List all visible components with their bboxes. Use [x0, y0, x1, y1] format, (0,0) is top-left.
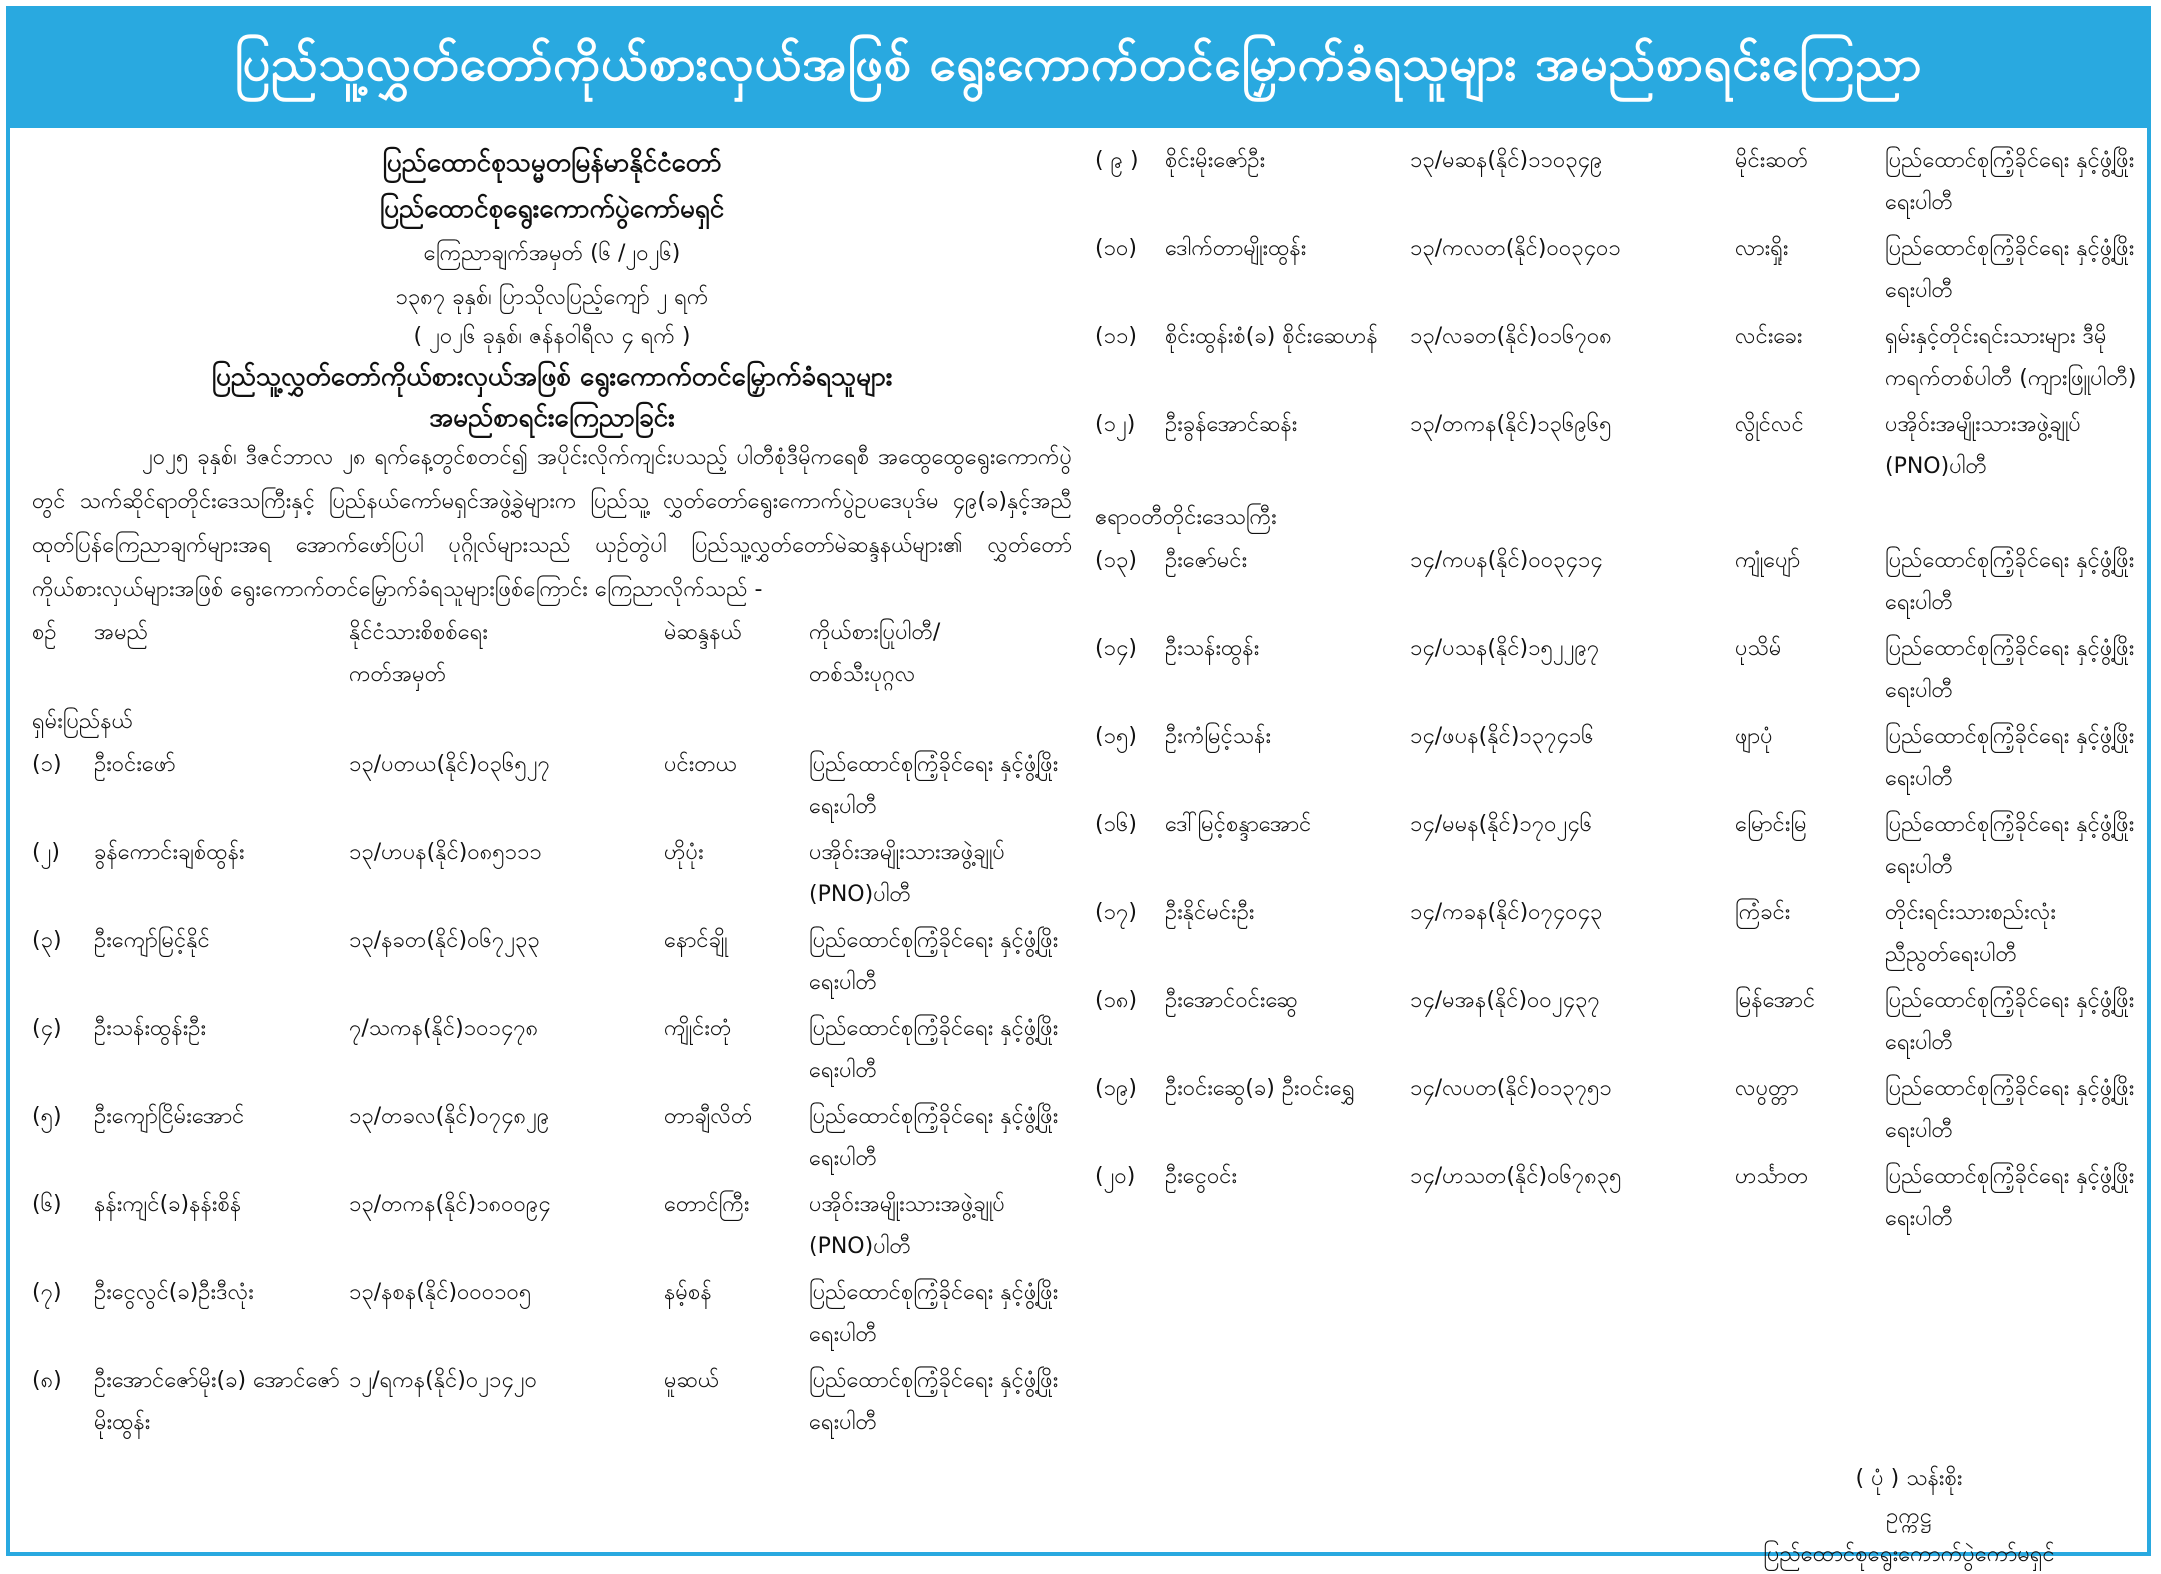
cell-nrc: ၁၄/ဖပန(နိုင်)၁၃၇၄၁၆ [1410, 724, 1594, 749]
table-row [1095, 1156, 2145, 1244]
cell-no: (၂) [32, 840, 60, 865]
cell-party: ပြည်ထောင်စုကြံ့ခိုင်ရေး နှင့်ဖွံ့ဖြိုးရေးပါတီ [809, 752, 1059, 819]
cell-no: (၁၅) [1095, 724, 1137, 749]
cell-nrc: ၁၃/ကလတ(နိုင်)၀၀၃၄၀၁ [1410, 236, 1621, 261]
table-row [32, 1008, 1072, 1096]
cell-con: နမ့်စန် [664, 1280, 712, 1305]
cell-party: ပအိုဝ်းအမျိုးသားအဖွဲ့ချုပ် (PNO)ပါတီ [1885, 412, 2081, 479]
cell-con: ဟိုပုံး [664, 840, 704, 865]
table-row [1095, 980, 2145, 1068]
cell-party: တိုင်းရင်းသားစည်းလုံး ညီညွတ်ရေးပါတီ [1885, 900, 2056, 967]
cell-no: (၂၀) [1095, 1164, 1136, 1189]
cell-no: (၅) [32, 1104, 62, 1129]
cell-name: ဦးသန်းထွန်းဦး [94, 1016, 207, 1041]
cell-party: ပြည်ထောင်စုကြံ့ခိုင်ရေး နှင့်ဖွံ့ဖြိုးရေးပါတီ [1885, 1164, 2135, 1231]
cell-no: (၁၃) [1095, 548, 1137, 573]
cell-name: ဦးအောင်ဇော်မိုး(ခ) အောင်ဇော်မိုးထွန်း [94, 1368, 340, 1435]
commission-name: ပြည်ထောင်စုရွေးကောက်ပွဲကော်မရှင် [379, 194, 725, 224]
right-rows-b [1095, 540, 2145, 1244]
cell-con: မြန်အောင် [1735, 988, 1816, 1013]
cell-con: ပုသိမ် [1735, 636, 1782, 661]
cell-no: (၁၀) [1095, 236, 1137, 261]
cell-nrc: ၁၂/ရကန(နိုင်)၀၂၁၄၂၀ [349, 1368, 537, 1393]
cell-nrc: ၁၃/တကန(နိုင်)၁၈၀၀၉၄ [349, 1192, 551, 1217]
cell-nrc: ၁၄/ဟသတ(နိုင်)၀၆၇၈၃၅ [1410, 1164, 1622, 1189]
banner [10, 10, 2147, 128]
cell-con: လားရှိုး [1735, 236, 1789, 261]
cell-name: ဦးကျော်မြင့်နိုင် [94, 928, 210, 953]
cell-no: ( ၉ ) [1095, 148, 1139, 173]
cell-name: ဦးကံမြင့်သန်း [1165, 724, 1272, 749]
region-shan: ရှမ်းပြည်နယ် [32, 709, 134, 734]
cell-con: ကျုံပျော် [1735, 548, 1801, 573]
cell-name: ဦးသန်းထွန်း [1165, 636, 1260, 661]
cell-con: မူဆယ် [664, 1368, 720, 1393]
col-nrc-line2: ကတ်အမှတ် [349, 662, 447, 687]
col-nrc [349, 612, 664, 696]
cell-name: စိုင်းမိုးဇော်ဦး [1165, 148, 1266, 173]
cell-con: လွိုင်လင် [1735, 412, 1804, 437]
table-row [1095, 404, 2145, 492]
cell-no: (၁၇) [1095, 900, 1137, 925]
table-row [32, 1184, 1072, 1272]
region-ayeyarwady: ဧရာဝတီတိုင်းဒေသကြီး [1095, 505, 1277, 530]
cell-party: ပြည်ထောင်စုကြံ့ခိုင်ရေး နှင့်ဖွံ့ဖြိုးရေးပါတီ [1885, 988, 2135, 1055]
cell-no: (၃) [32, 928, 62, 953]
cell-name: ခွန်ကောင်းချစ်ထွန်း [94, 840, 245, 865]
cell-con: မြောင်းမြ [1735, 812, 1807, 837]
table-row [32, 744, 1072, 832]
cell-name: ဒေါက်တာမျိုးထွန်း [1165, 236, 1307, 261]
cell-name: ဦးဝင်းဆွေ(ခ) ဦးဝင်းရွှေ [1165, 1076, 1355, 1101]
cell-nrc: ၁၄/မအန(နိုင်)၀၀၂၄၃၇ [1410, 988, 1600, 1013]
left-rows [32, 744, 1072, 1448]
cell-con: ဟင်္သာတ [1735, 1164, 1809, 1189]
table-row [1095, 228, 2145, 316]
table-row [32, 1360, 1072, 1448]
cell-con: ကျိုင်းတုံ [664, 1016, 732, 1041]
cell-nrc: ၁၃/မဆန(နိုင်)၁၁၀၃၄၉ [1410, 148, 1603, 173]
cell-party: ပြည်ထောင်စုကြံ့ခိုင်ရေး နှင့်ဖွံ့ဖြိုးရေးပါတီ [809, 1104, 1059, 1171]
col-party [809, 612, 1072, 696]
cell-no: (၇) [32, 1280, 62, 1305]
right-column [1095, 140, 2145, 1244]
left-column [32, 140, 1072, 1448]
signature-name: ( ပုံ ) သန်းစိုး [1855, 1466, 1963, 1491]
cell-con: နောင်ချို [664, 928, 728, 953]
cell-party: ပြည်ထောင်စုကြံ့ခိုင်ရေး နှင့်ဖွံ့ဖြိုးရေးပါတီ [1885, 548, 2135, 615]
cell-nrc: ၁၄/ကပန(နိုင်)၀၀၃၄၁၄ [1410, 548, 1603, 573]
cell-nrc: ၁၃/လခတ(နိုင်)၀၁၆၇၀၈ [1410, 324, 1612, 349]
right-rows-a [1095, 140, 2145, 492]
cell-nrc: ၁၄/လပတ(နိုင်)၀၁၃၇၅၁ [1410, 1076, 1612, 1101]
cell-name: ဦးခွန်အောင်ဆန်း [1165, 412, 1298, 437]
col-party-line2: တစ်သီးပုဂ္ဂလ [809, 662, 916, 687]
col-nrc-line1: နိုင်ငံသားစိစစ်ရေး [349, 620, 488, 645]
cell-name: ဦးနိုင်မင်းဦး [1165, 900, 1255, 925]
cell-name: ဦးအောင်ဝင်းဆွေ [1165, 988, 1298, 1013]
cell-nrc: ၁၃/နခတ(နိုင်)၀၆၇၂၃၃ [349, 928, 540, 953]
cell-no: (၁၈) [1095, 988, 1138, 1013]
cell-nrc: ၁၃/နစန(နိုင်)၀၀၀၁၀၅ [349, 1280, 532, 1305]
intro-paragraph: ၂၀၂၅ ခုနှစ်၊ ဒီဇင်ဘာလ ၂၈ ရက်နေ့တွင်စတင်၍ အပိုင်းလိုက်ကျင်းပသည့် ပါတီစုံဒီမိုကရေစီ အထွေထွေရွေးကောက်ပွဲတွင် သက်ဆိုင်ရာတိုင်းဒေသကြီးနှင့် ပြည်နယ်ကော်မရှင်အဖွဲ့ခွဲများက ပြည်သူ့ လွှတ်တော်ရွေးကောက်ပွဲဥပဒေပုဒ်မ ၄၉(ခ)နှင့်အညီ ထုတ်ပြန်ကြေညာချက်များအရ အောက်ဖော်ပြပါ ပုဂ္ဂိုလ်များသည် ယှဉ်တွဲပါ ပြည်သူ့လွှတ်တော်မဲဆန္ဒနယ်များ၏ လွှတ်တော်ကိုယ်စားလှယ်များအဖြစ် ရွေးကောက်တင်မြှောက်ခံရသူများဖြစ်ကြောင်း ကြေညာလိုက်သည် - [32, 445, 1072, 602]
cell-party: ပြည်ထောင်စုကြံ့ခိုင်ရေး နှင့်ဖွံ့ဖြိုးရေးပါတီ [1885, 236, 2135, 303]
cell-no: (၁၆) [1095, 812, 1137, 837]
cell-party: ပြည်ထောင်စုကြံ့ခိုင်ရေး နှင့်ဖွံ့ဖြိုးရေးပါတီ [809, 1016, 1059, 1083]
col-constituency: မဲဆန္ဒနယ် [664, 620, 742, 645]
cell-con: တာချီလိတ် [664, 1104, 753, 1129]
cell-con: ဖျာပုံ [1735, 724, 1773, 749]
subject-line-2: အမည်စာရင်းကြေညာခြင်း [429, 403, 675, 433]
date-gregorian: ( ၂၀၂၆ ခုနှစ်၊ ဇန်နဝါရီလ ၄ ရက် ) [413, 324, 691, 349]
country-name: ပြည်ထောင်စုသမ္မတမြန်မာနိုင်ငံတော် [382, 148, 722, 178]
table-row [1095, 716, 2145, 804]
cell-nrc: ၁၃/တကန(နိုင်)၁၃၆၉၆၅ [1410, 412, 1612, 437]
banner-title: ပြည်သူ့လွှတ်တော်ကိုယ်စားလှယ်အဖြစ် ရွေးကောက်တင်မြှောက်ခံရသူများ အမည်စာရင်းကြေညာ [234, 36, 1923, 92]
cell-con: မိုင်းဆတ် [1735, 148, 1809, 173]
cell-con: လင်းခေး [1735, 324, 1803, 349]
table-row [1095, 140, 2145, 228]
cell-party: ပြည်ထောင်စုကြံ့ခိုင်ရေး နှင့်ဖွံ့ဖြိုးရေးပါတီ [1885, 148, 2135, 215]
cell-name: ဦးငွေလွင်(ခ)ဦးဒီလုံး [94, 1280, 254, 1305]
cell-name: ဦးကျော်ငြိမ်းအောင် [94, 1104, 245, 1129]
column-headers [32, 612, 1072, 696]
cell-no: (၁၄) [1095, 636, 1137, 661]
cell-party: ပြည်ထောင်စုကြံ့ခိုင်ရေး နှင့်ဖွံ့ဖြိုးရေးပါတီ [809, 1368, 1059, 1435]
cell-nrc: ၁၄/မမန(နိုင်)၁၇၀၂၄၆ [1410, 812, 1593, 837]
cell-no: (၁၂) [1095, 412, 1136, 437]
cell-no: (၁) [32, 752, 62, 777]
cell-party: ပအိုဝ်းအမျိုးသားအဖွဲ့ချုပ် (PNO)ပါတီ [809, 1192, 1005, 1259]
cell-party: ပြည်ထောင်စုကြံ့ခိုင်ရေး နှင့်ဖွံ့ဖြိုးရေးပါတီ [809, 928, 1059, 995]
table-row [32, 920, 1072, 1008]
cell-no: (၈) [32, 1368, 62, 1393]
cell-name: စိုင်းထွန်းစံ(ခ) စိုင်းဆေဟန် [1165, 324, 1378, 349]
cell-party: ပြည်ထောင်စုကြံ့ခိုင်ရေး နှင့်ဖွံ့ဖြိုးရေးပါတီ [1885, 724, 2135, 791]
col-name: အမည် [94, 620, 149, 645]
cell-con: ပင်းတယ [664, 752, 738, 777]
table-row [32, 832, 1072, 920]
cell-nrc: ၁၃/ဟပန(နိုင်)၀၈၅၁၁၁ [349, 840, 542, 865]
cell-name: ဦးဇော်မင်း [1165, 548, 1248, 573]
signature-org: ပြည်ထောင်စုရွေးကောက်ပွဲကော်မရှင် [1763, 1542, 2055, 1567]
cell-no: (၁၁) [1095, 324, 1137, 349]
cell-con: တောင်ကြီး [664, 1192, 750, 1217]
cell-con: ကြံခင်း [1735, 900, 1791, 925]
cell-name: ဦးငွေဝင်း [1165, 1164, 1238, 1189]
cell-nrc: ၁၄/ပသန(နိုင်)၁၅၂၂၉၇ [1410, 636, 1600, 661]
cell-con: လပွတ္တာ [1735, 1076, 1799, 1101]
table-row [1095, 540, 2145, 628]
cell-party: ပြည်ထောင်စုကြံ့ခိုင်ရေး နှင့်ဖွံ့ဖြိုးရေးပါတီ [809, 1280, 1059, 1347]
signature-title: ဥက္ကဋ္ဌ [1886, 1504, 1932, 1529]
cell-party: ပြည်ထောင်စုကြံ့ခိုင်ရေး နှင့်ဖွံ့ဖြိုးရေးပါတီ [1885, 1076, 2135, 1143]
table-row [1095, 804, 2145, 892]
cell-no: (၁၉) [1095, 1076, 1137, 1101]
notice-number: ကြေညာချက်အမှတ် (၆ /၂၀၂၆) [423, 241, 681, 266]
cell-nrc: ၁၄/ကခန(နိုင်)၀၇၄၀၄၃ [1410, 900, 1603, 925]
table-row [1095, 1068, 2145, 1156]
table-row [32, 1272, 1072, 1360]
signature-block [1699, 1460, 2119, 1574]
date-myanmar: ၁၃၈၇ ခုနှစ်၊ ပြာသိုလပြည့်ကျော် ၂ ရက် [395, 285, 709, 310]
table-row [1095, 316, 2145, 404]
col-party-line1: ကိုယ်စားပြုပါတီ/ [809, 620, 941, 645]
table-row [1095, 628, 2145, 716]
table-row [32, 1096, 1072, 1184]
cell-party: ပအိုဝ်းအမျိုးသားအဖွဲ့ချုပ် (PNO)ပါတီ [809, 840, 1005, 907]
cell-no: (၆) [32, 1192, 62, 1217]
cell-name: ဦးဝင်းဖော် [94, 752, 176, 777]
subject-line-1: ပြည်သူ့လွှတ်တော်ကိုယ်စားလှယ်အဖြစ် ရွေးကောက်တင်မြှောက်ခံရသူများ [211, 362, 893, 392]
cell-name: နန်းကျင်(ခ)နန်းစိန် [94, 1192, 242, 1217]
cell-party: ရှမ်းနှင့်တိုင်းရင်းသားများ ဒီမိုကရက်တစ်ပါတီ (ကျားဖြူပါတီ) [1885, 324, 2137, 391]
cell-nrc: ၁၃/တခလ(နိုင်)၀၇၄၈၂၉ [349, 1104, 550, 1129]
notice-frame [6, 6, 2151, 1567]
table-row [1095, 892, 2145, 980]
cell-nrc: ၇/သကန(နိုင်)၁၀၁၄၇၈ [349, 1016, 539, 1041]
cell-nrc: ၁၃/ပတယ(နိုင်)၀၃၆၅၂၇ [349, 752, 550, 777]
cell-party: ပြည်ထောင်စုကြံ့ခိုင်ရေး နှင့်ဖွံ့ဖြိုးရေးပါတီ [1885, 636, 2135, 703]
col-no: စဉ် [32, 620, 57, 645]
cell-name: ဒေါ်မြင့်စန္ဒာအောင် [1165, 812, 1312, 837]
cell-no: (၄) [32, 1016, 62, 1041]
cell-party: ပြည်ထောင်စုကြံ့ခိုင်ရေး နှင့်ဖွံ့ဖြိုးရေးပါတီ [1885, 812, 2135, 879]
